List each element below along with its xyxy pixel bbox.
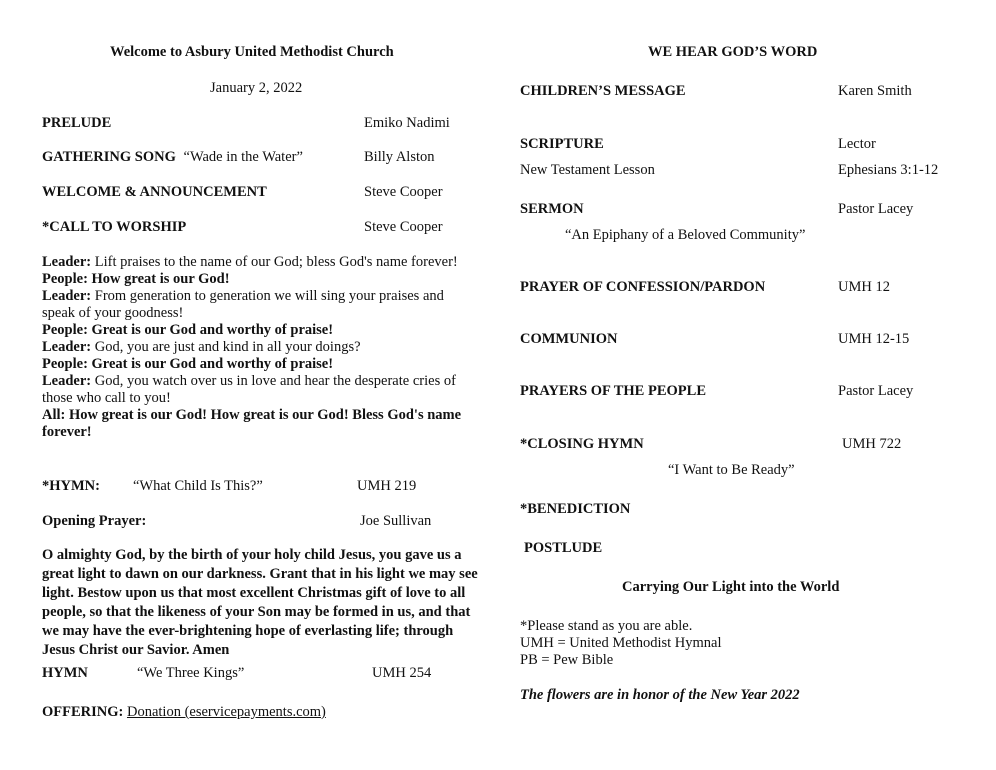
litany-line: All: How great is our God! How great is our God! Bless God's name forever!: [42, 407, 462, 440]
confession-ref: UMH 12: [838, 279, 890, 295]
hymn2-song: “We Three Kings”: [137, 665, 245, 681]
postlude-label: POSTLUDE: [524, 540, 603, 556]
sermon-label: SERMON: [520, 201, 584, 217]
closing-title: “I Want to Be Ready”: [668, 462, 795, 478]
welcome-announce-who: Steve Cooper: [364, 184, 443, 200]
prelude-label: PRELUDE: [42, 115, 112, 131]
benediction-label: *BENEDICTION: [520, 501, 631, 517]
gathering-label: GATHERING SONG: [42, 149, 176, 165]
children-label: CHILDREN’S MESSAGE: [520, 83, 686, 99]
opening-prayer-who: Joe Sullivan: [360, 513, 432, 529]
welcome-announce-label: WELCOME & ANNOUNCEMENT: [42, 184, 267, 200]
offering-label: OFFERING:: [42, 704, 124, 720]
call-label: *CALL TO WORSHIP: [42, 219, 187, 235]
litany-line: People: How great is our God!: [42, 271, 230, 287]
scripture-label: SCRIPTURE: [520, 136, 604, 152]
prayers-label: PRAYERS OF THE PEOPLE: [520, 383, 706, 399]
closing-label: *CLOSING HYMN: [520, 436, 644, 452]
welcome-heading: Welcome to Asbury United Methodist Church: [110, 44, 394, 60]
hymn2-label: HYMN: [42, 665, 88, 681]
gathering-who: Billy Alston: [364, 149, 435, 165]
hymn1-label: *HYMN:: [42, 478, 100, 494]
gathering-song: “Wade in the Water”: [183, 149, 303, 165]
children-who: Karen Smith: [838, 83, 912, 99]
carrying-heading: Carrying Our Light into the World: [622, 579, 840, 595]
flowers-note: The flowers are in honor of the New Year 2022: [520, 687, 800, 703]
litany: [42, 254, 474, 441]
nt-ref: Ephesians 3:1-12: [838, 162, 939, 178]
nt-label: New Testament Lesson: [520, 162, 655, 178]
opening-prayer-label: Opening Prayer:: [42, 513, 147, 529]
confession-label: PRAYER OF CONFESSION/PARDON: [520, 279, 766, 295]
litany-line: People: Great is our God and worthy of praise!: [42, 322, 334, 338]
call-who: Steve Cooper: [364, 219, 443, 235]
communion-ref: UMH 12-15: [838, 331, 910, 347]
litany-line: Leader: Lift praises to the name of our God; bless God's name forever!: [42, 254, 458, 270]
note-line: UMH = United Methodist Hymnal: [520, 635, 722, 651]
opening-prayer-text: O almighty God, by the birth of your holy child Jesus, you gave us a great light to dawn on our darkness. Grant that in his light we may see light. Bestow upon us that most excellent Christmas gift of love to all people, so that the likeness of your Son may be formed in us, and that we may have the ever-brightening hope of everlasting life; through Jesus Christ our Savior. Amen: [42, 547, 478, 658]
prayers-who: Pastor Lacey: [838, 383, 914, 399]
closing-ref: UMH 722: [842, 436, 902, 452]
sermon-who: Pastor Lacey: [838, 201, 914, 217]
service-date: January 2, 2022: [210, 80, 303, 96]
note-line: PB = Pew Bible: [520, 652, 614, 668]
donation-link[interactable]: Donation (eservicepayments.com): [126, 704, 326, 720]
litany-line: Leader: God, you watch over us in love and hear the desperate cries of those who call to you!: [42, 373, 456, 406]
communion-label: COMMUNION: [520, 331, 618, 347]
scripture-who: Lector: [838, 136, 876, 152]
hymn1-num: UMH 219: [357, 478, 417, 494]
hymn1-song: “What Child Is This?”: [133, 478, 263, 494]
litany-line: Leader: God, you are just and kind in all your doings?: [42, 339, 361, 355]
litany-line: People: Great is our God and worthy of praise!: [42, 356, 334, 372]
note-line: *Please stand as you are able.: [520, 618, 693, 634]
prelude-who: Emiko Nadimi: [364, 115, 450, 131]
litany-line: Leader: From generation to generation we will sing your praises and speak of your goodness!: [42, 288, 444, 321]
sermon-title: “An Epiphany of a Beloved Community”: [565, 227, 806, 243]
offering-row: [42, 704, 326, 721]
right-header: WE HEAR GOD’S WORD: [648, 44, 818, 60]
gathering-song-row: [42, 149, 303, 166]
notes: [520, 618, 722, 669]
hymn2-num: UMH 254: [372, 665, 432, 681]
